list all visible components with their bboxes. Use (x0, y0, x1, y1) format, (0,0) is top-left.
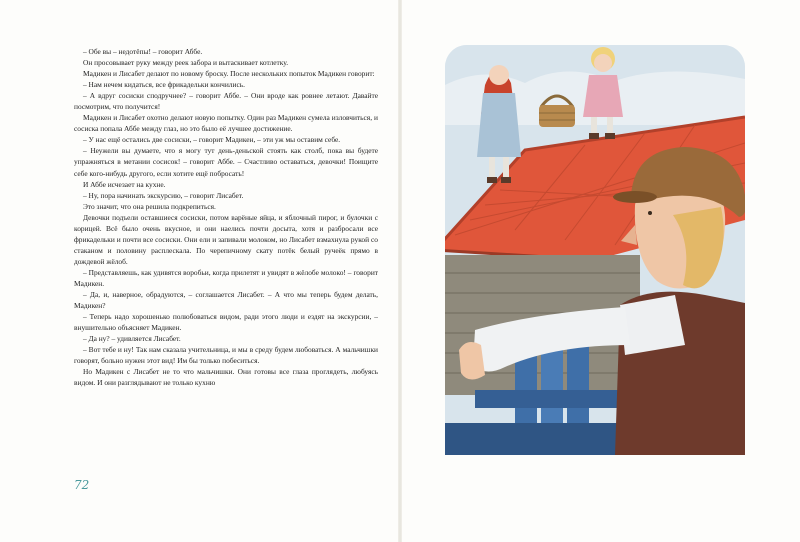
paragraph: Мадикен и Лисабет охотно делают новую попытку. Один раз Мадикен сумела изловчиться, и сосиска попала Аббе между глаз, но это было её лучшее достижение. (74, 113, 378, 134)
paragraph: – Обе вы – недотёпы! – говорит Аббе. (83, 47, 203, 56)
paragraph: Он просовывает руку между реек забора и вытаскивает котлетку. (83, 58, 289, 68)
paragraph: Это значит, что она решила подкрепиться. (83, 201, 216, 211)
paragraph: – Да ну? – удивляется Лисабет. (83, 334, 181, 344)
paragraph: Девочки подъели оставшиеся сосиски, потом варёные яйца, и яблочный пирог, и булочки с корицей. Всё было очень вкусное, и они наелись почти досыта, хотя и разбросали все фрикадельки и почти все сосиски. Они ели и запивали молоком, но Лисабет взмахнула рукой со стаканом и половину расплескала. По черепичному скату потёк белый ручеёк прямо в дождевой жёлоб. (74, 212, 378, 266)
paragraph: И Аббе исчезает на кухне. (83, 179, 166, 189)
paragraph: – А вдруг сосиски сподручнее? – говорит Аббе. – Они вроде как ровнее летают. Давайте посмотрим, что получится! (74, 91, 378, 112)
paragraph: – Нам нечем кидаться, все фрикадельки кончились. (83, 80, 245, 90)
paragraph: – Представляешь, как удивятся воробьи, когда прилетят и увидят в жёлобе молоко! – говорит Мадикен. (74, 267, 378, 288)
paragraph: Мадикен и Лисабет делают по новому броску. После нескольких попыток Мадикен говорит: (83, 69, 375, 79)
illustration-rooftop-scene (445, 45, 745, 455)
hand (459, 342, 485, 380)
paragraph: – Неужели вы думаете, что я могу тут день-деньской стоять как столб, пока вы будете упражняться в метании сосисок! – говорит Аббе. – Счастливо оставаться, девочки! Поищите себе кого-нибудь другого, если хотите ещё побросать! (74, 146, 378, 178)
text-page-left (74, 46, 378, 388)
book-gutter (398, 0, 402, 542)
paragraph: – У нас ещё остались две сосиски, – говорит Мадикен, – эти уж мы оставим себе. (83, 135, 341, 145)
paragraph: – Теперь надо хорошенько полюбоваться видом, ради этого люди и ездят на экскурсии, – внушительно объясняет Мадикен. (74, 312, 378, 333)
paragraph: – Да, и, наверное, обрадуются, – соглашается Лисабет. – А что мы теперь будем делать, Мадикен? (74, 290, 378, 311)
paragraph: Но Мадикен с Лисабет не то что мальчишки. Они готовы все глаза проглядеть, любуясь видом. И они разглядывают не только кухню (74, 367, 378, 388)
paragraph: – Ну, пора начинать экскурсию, – говорит Лисабет. (83, 190, 244, 200)
cap-brim (613, 191, 657, 203)
paragraph: – Вот тебе и ну! Так нам сказала учительница, и мы в среду будем любоваться. А мальчишки говорят, больно нужен этот вид! Им бы только побеситься. (74, 345, 378, 366)
page-number: 72 (74, 478, 90, 492)
